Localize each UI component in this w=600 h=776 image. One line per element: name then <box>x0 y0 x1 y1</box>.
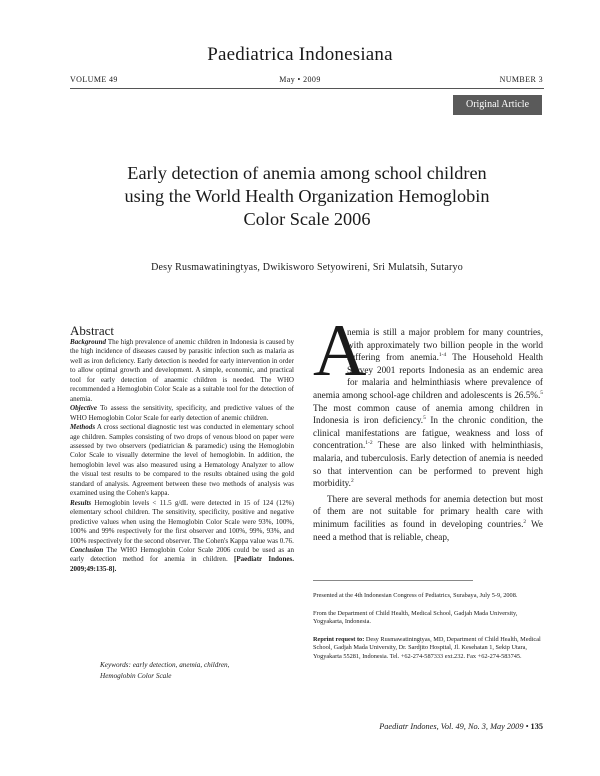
conclusion-text: The WHO Hemoglobin Color Scale 2006 could be used as an early detection method for anemia in children. <box>70 545 294 564</box>
drop-cap-space <box>313 326 347 378</box>
footer-citation: Paediatr Indones, Vol. 49, No. 3, May 2009 <box>379 722 524 731</box>
footnotes <box>313 592 543 671</box>
author-list: Desy Rusmawatiningtyas, Dwikisworo Setyowireni, Sri Mulatsih, Sutaryo <box>151 262 463 273</box>
body-text-run: The most common cause of anemia among children in Indonesia is iron deficiency. <box>313 402 543 426</box>
results-label: Results <box>70 498 92 507</box>
page-number: 135 <box>530 722 543 731</box>
body-text-run: We need a method that is reliable, cheap, <box>313 518 543 542</box>
body-paragraph-1 <box>313 326 543 490</box>
body-text-run: The Household Health Survey 2001 reports Indonesia as an endemic area for malaria and helminthiasis where prevalence of anemia among school-age children and adolescents is 26.5%. <box>313 352 543 400</box>
citation-ref: 1-2 <box>365 440 373 447</box>
conclusion-label: Conclusion <box>70 545 104 554</box>
body-text-run: In the chronic condition, the clinical manifestations are fatigue, weakness and loss of concentration. <box>313 415 544 451</box>
methods-text: A cross sectional diagnostic test was conducted in elementary school age children. Samples consisting of two drops of venous blood on paper were assessed by two observers (pediatrician & paramedic) using the Hemoglobin Color Scale to visually determine the level of hemoglobin. In addition, the hemoglobin level was also measured using a Hematology Analyzer to allow the visual test results to be compared to the results obtained using the gold standard of analysis. Agreement between these two methods of analysis was examined using the Cohen's kappa. <box>70 423 295 498</box>
citation-ref: 5 <box>423 415 426 422</box>
citation-ref: 2 <box>350 478 354 485</box>
header-rule <box>70 88 544 89</box>
reprint-label: Reprint request to: <box>313 635 365 643</box>
reprint-text: Desy Rusmawatiningtyas, MD, Department of Child Health, Medical School, Gadjah Mada University, Dr. Sardjito Hospital, Jl. Kesehatan 1, Sekip Utara, Yogyakarta 55281, Indonesia. Tel. +62-274-587333 ext.232. Fax +62-274-583745. <box>313 635 541 660</box>
issue-date: May • 2009 <box>279 75 321 84</box>
journal-title: Paediatrica Indonesiana <box>207 44 393 65</box>
citation-ref: 2 <box>523 518 527 525</box>
volume-label: VOLUME 49 <box>70 75 118 84</box>
title-line: using the World Health Organization Hemoglobin <box>124 186 490 206</box>
abstract-heading: Abstract <box>70 323 115 338</box>
body-text-run: nemia is still a major problem for many countries, with approximately two billion people in the world suffering from anemia. <box>347 327 543 363</box>
footnote-affiliation: From the Department of Child Health, Medical School, Gadjah Mada University, Yogyakarta, Indonesia. <box>313 609 518 626</box>
abstract-results <box>70 499 294 546</box>
citation-ref: 5 <box>540 389 543 396</box>
body-text-run: There are several methods for anemia detection but most of them are not suitable for primary health care with minimum facilities as found in developing countries. <box>313 493 543 529</box>
footnote-rule <box>313 580 473 581</box>
keywords-label: Keywords: <box>100 661 131 669</box>
article-type-badge: Original Article <box>453 95 542 115</box>
drop-cap: A <box>313 310 367 392</box>
body-paragraph-2 <box>313 493 543 543</box>
article-title <box>70 162 544 231</box>
abstract-conclusion <box>70 546 294 574</box>
keywords-terms: early detection, anemia, children, <box>132 661 230 669</box>
abstract-methods <box>70 423 294 499</box>
background-text: The high prevalence of anemic children in Indonesia is caused by the high incidence of diseases caused by parasitic infection such as malaria as well as iron deficiency. Early detection is needed for early intervention in order to allow optimal growth and development. A simple, economic, and practical tool for early detection of anaemic children is needed. The WHO recommended a Hemoglobin Color Scale as a suitable tool for the detection of anemia. <box>70 338 294 403</box>
keywords <box>100 660 290 681</box>
abstract-background <box>70 338 294 404</box>
issue-number: NUMBER 3 <box>499 75 543 84</box>
body-text-run: These are also linked with helminthiasis, malaria, and tuberculosis. Early detection of anemia is needed so that intervention can be performed to prevent high morbidity. <box>313 440 543 489</box>
abstract-objective <box>70 404 294 423</box>
body-text <box>313 326 543 543</box>
citation-ref: 1-4 <box>438 352 447 359</box>
objective-text: To assess the sensitivity, specificity, and predictive values of the WHO Hemoglobin Color Scale for early detection of anemic children. <box>70 404 294 422</box>
footer-bullet: • <box>525 722 529 731</box>
methods-label: Methods <box>70 423 96 432</box>
page-footer <box>310 722 543 731</box>
results-text: Hemoglobin levels < 11.5 g/dL were detected in 15 of 124 (12%) elementary school children. The sensitivity, specificity, positive and negative predictive values when using the Hemoglobin Color Scale were 93%, 100%, 100% and 99% respectively for the first observer and 100%, 99%, 93%, and 100% respectively for the second observer. The Cohen's Kappa value was 0.76. <box>70 498 294 545</box>
title-line: Early detection of anemia among school children <box>127 163 487 183</box>
abstract-citation: [Paediatr Indones. 2009;49:135-8]. <box>70 555 294 573</box>
footnote-reprint <box>313 636 543 662</box>
keywords-terms-2: Hemoglobin Color Scale <box>100 671 172 680</box>
title-line: Color Scale 2006 <box>243 209 371 229</box>
objective-label: Objective <box>70 404 97 413</box>
footnote-presented: Presented at the 4th Indonesian Congress of Pediatrics, Surabaya, July 5-9, 2008. <box>313 592 518 599</box>
abstract-body <box>70 338 294 574</box>
background-label: Background <box>70 338 107 346</box>
